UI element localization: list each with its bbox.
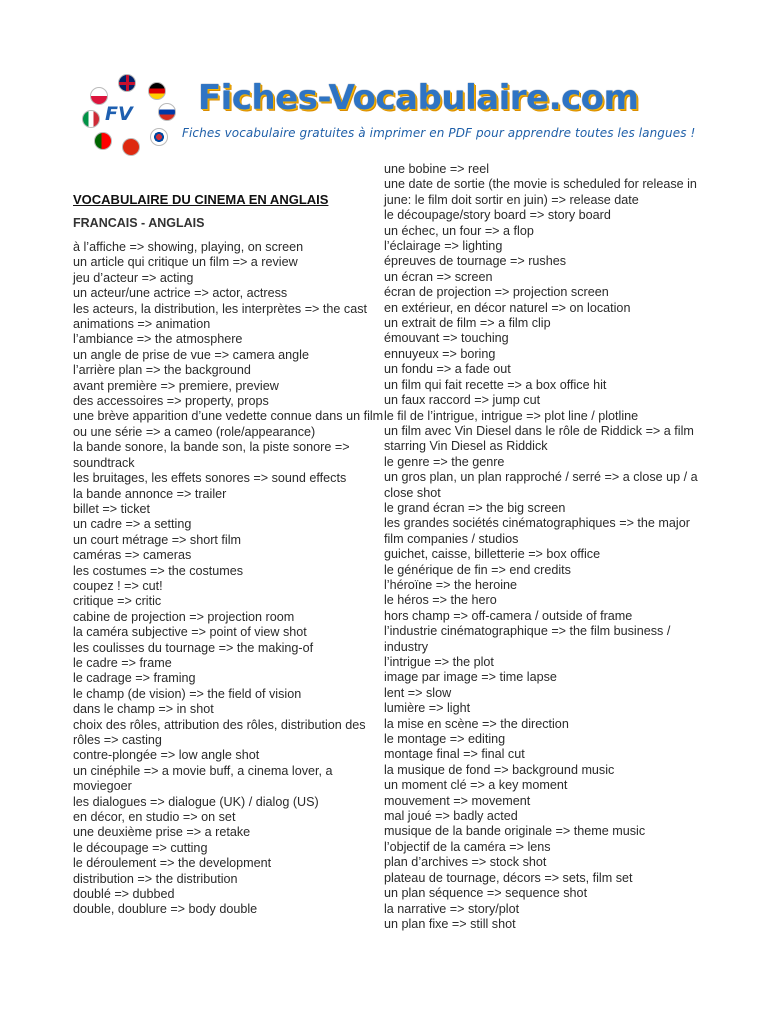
vocabulary-entry: dans le champ => in shot xyxy=(73,702,214,717)
vocabulary-entry: caméras => cameras xyxy=(73,548,192,563)
vocabulary-entry: les dialogues => dialogue (UK) / dialog (US) xyxy=(73,794,319,809)
korea-flag-icon xyxy=(150,128,168,146)
document-subtitle: FRANCAIS - ANGLAIS xyxy=(73,216,205,230)
vocabulary-entry: l’héroïne => the heroine xyxy=(384,577,518,592)
vocabulary-entry: les bruitages, les effets sonores => sound effects xyxy=(73,471,347,486)
vocabulary-entry: un plan séquence => sequence shot xyxy=(384,886,588,901)
russia-flag-icon xyxy=(158,103,176,121)
vocabulary-entry: jeu d’acteur => acting xyxy=(73,270,194,285)
vocabulary-entry: les coulisses du tournage => the making-of xyxy=(73,640,314,655)
vocabulary-entry: mal joué => badly acted xyxy=(384,809,518,824)
vocabulary-entry: hors champ => off-camera / outside of frame xyxy=(384,608,633,623)
vocabulary-entry: en extérieur, en décor naturel => on location xyxy=(384,300,631,315)
logo-initials: FV xyxy=(105,103,133,125)
vocabulary-column-right xyxy=(384,162,704,932)
vocabulary-entry: une brève apparition d’une vedette connue dans un film ou une série => a cameo (role/appearance) xyxy=(73,409,384,439)
vocabulary-entry: l’industrie cinématographique => the film business / industry xyxy=(384,624,671,654)
vocabulary-entry: musique de la bande originale => theme music xyxy=(384,824,646,839)
vocabulary-entry: un fondu => a fade out xyxy=(384,362,511,377)
vocabulary-entry: mouvement => movement xyxy=(384,793,531,808)
vocabulary-entry: image par image => time lapse xyxy=(384,670,557,685)
vocabulary-entry: une bobine => reel xyxy=(384,162,490,176)
vocabulary-entry: le cadre => frame xyxy=(73,655,172,670)
vocabulary-entry: un plan fixe => still shot xyxy=(384,916,516,931)
vocabulary-entry: la musique de fond => background music xyxy=(384,762,615,777)
vocabulary-entry: le déroulement => the development xyxy=(73,856,272,871)
vocabulary-entry: un article qui critique un film => a review xyxy=(73,255,298,270)
vocabulary-entry: un gros plan, un plan rapproché / serré => a close up / a close shot xyxy=(384,470,698,500)
vocabulary-entry: un faux raccord => jump cut xyxy=(384,393,541,408)
vocabulary-entry: les grandes sociétés cinématographiques => the major film companies / studios xyxy=(384,516,690,546)
vocabulary-entry: le champ (de vision) => the field of vision xyxy=(73,686,302,701)
vocabulary-entry: un cinéphile => a movie buff, a cinema lover, a moviegoer xyxy=(73,763,333,794)
vocabulary-entry: épreuves de tournage => rushes xyxy=(384,254,567,269)
vocabulary-entry: doublé => dubbed xyxy=(73,887,175,902)
vocabulary-entry: choix des rôles, attribution des rôles, distribution des rôles => casting xyxy=(73,717,366,747)
vocabulary-entry: une date de sortie (the movie is scheduled for release in june: le film doit sortir en juin) => release date xyxy=(384,177,697,207)
vocabulary-entry: le genre => the genre xyxy=(384,454,505,469)
vocabulary-entry: un angle de prise de vue => camera angle xyxy=(73,347,309,362)
vocabulary-entry: contre-plongée => low angle shot xyxy=(73,748,260,763)
vocabulary-entry: les costumes => the costumes xyxy=(73,563,244,578)
vocabulary-entry: plan d’archives => stock shot xyxy=(384,855,547,870)
vocabulary-entry: les acteurs, la distribution, les interprètes => the cast xyxy=(73,301,368,316)
site-name: Fiches-Vocabulaire.com xyxy=(198,78,639,118)
vocabulary-entry: un échec, un four => a flop xyxy=(384,223,534,238)
vocabulary-entry: critique => critic xyxy=(73,594,162,609)
vocabulary-entry: l’ambiance => the atmosphere xyxy=(73,332,243,347)
tagline: Fiches vocabulaire gratuites à imprimer en PDF pour apprendre toutes les langues ! xyxy=(182,126,696,140)
portugal-flag-icon xyxy=(94,132,112,150)
china-flag-icon xyxy=(122,138,140,156)
vocabulary-entry: la narrative => story/plot xyxy=(384,901,520,916)
vocabulary-entry: lent => slow xyxy=(384,685,452,700)
vocabulary-entry: la caméra subjective => point of view shot xyxy=(73,625,307,640)
vocabulary-entry: ennuyeux => boring xyxy=(384,346,496,361)
vocabulary-entry: émouvant => touching xyxy=(384,331,509,346)
vocabulary-entry: coupez ! => cut! xyxy=(73,578,163,593)
vocabulary-entry: cabine de projection => projection room xyxy=(73,609,295,624)
uk-flag-icon xyxy=(118,74,136,92)
vocabulary-entry: plateau de tournage, décors => sets, film set xyxy=(384,870,633,885)
vocabulary-entry: lumière => light xyxy=(384,701,471,716)
vocabulary-entry: le héros => the hero xyxy=(384,593,497,608)
document-title: VOCABULAIRE DU CINEMA EN ANGLAIS xyxy=(73,192,329,207)
vocabulary-entry: la bande sonore, la bande son, la piste sonore => soundtrack xyxy=(73,440,350,470)
vocabulary-entry: l’intrigue => the plot xyxy=(384,655,494,669)
vocabulary-entry: le découpage => cutting xyxy=(73,840,208,855)
vocabulary-entry: un extrait de film => a film clip xyxy=(384,316,551,331)
vocabulary-column-left xyxy=(73,240,385,918)
vocabulary-entry: un écran => screen xyxy=(384,269,493,284)
vocabulary-entry: un court métrage => short film xyxy=(73,532,241,547)
vocabulary-entry: un acteur/une actrice => actor, actress xyxy=(73,286,288,301)
vocabulary-entry: à l’affiche => showing, playing, on screen xyxy=(73,240,304,254)
site-logo[interactable] xyxy=(78,70,698,165)
vocabulary-entry: le générique de fin => end credits xyxy=(384,562,571,577)
vocabulary-entry: billet => ticket xyxy=(73,501,151,516)
vocabulary-entry: le montage => editing xyxy=(384,732,506,747)
vocabulary-entry: le cadrage => framing xyxy=(73,671,196,686)
italy-flag-icon xyxy=(82,110,100,128)
vocabulary-entry: en décor, en studio => on set xyxy=(73,810,236,825)
vocabulary-entry: le découpage/story board => story board xyxy=(384,208,611,223)
vocabulary-entry: le grand écran => the big screen xyxy=(384,500,566,515)
vocabulary-entry: l’arrière plan => the background xyxy=(73,363,251,378)
vocabulary-entry: un film avec Vin Diesel dans le rôle de Riddick => a film starring Vin Diesel as Riddick xyxy=(384,423,694,454)
vocabulary-entry: animations => animation xyxy=(73,317,211,332)
vocabulary-entry: double, doublure => body double xyxy=(73,902,258,917)
vocabulary-entry: la mise en scène => the direction xyxy=(384,716,569,731)
vocabulary-entry: un film qui fait recette => a box office hit xyxy=(384,377,607,392)
vocabulary-entry: l’objectif de la caméra => lens xyxy=(384,839,551,854)
vocabulary-entry: avant première => premiere, preview xyxy=(73,378,279,393)
vocabulary-entry: distribution => the distribution xyxy=(73,871,238,886)
vocabulary-entry: une deuxième prise => a retake xyxy=(73,825,251,840)
vocabulary-entry: le fil de l’intrigue, intrigue => plot line / plotline xyxy=(384,408,639,423)
germany-flag-icon xyxy=(148,82,166,100)
vocabulary-entry: montage final => final cut xyxy=(384,747,525,762)
vocabulary-entry: des accessoires => property, props xyxy=(73,394,269,409)
vocabulary-entry: guichet, caisse, billetterie => box office xyxy=(384,547,601,562)
vocabulary-entry: un cadre => a setting xyxy=(73,517,192,532)
vocabulary-entry: la bande annonce => trailer xyxy=(73,486,227,501)
flags-cluster xyxy=(78,70,178,160)
vocabulary-entry: l’éclairage => lighting xyxy=(384,239,503,254)
vocabulary-entry: un moment clé => a key moment xyxy=(384,778,568,793)
vocabulary-entry: écran de projection => projection screen xyxy=(384,285,609,300)
